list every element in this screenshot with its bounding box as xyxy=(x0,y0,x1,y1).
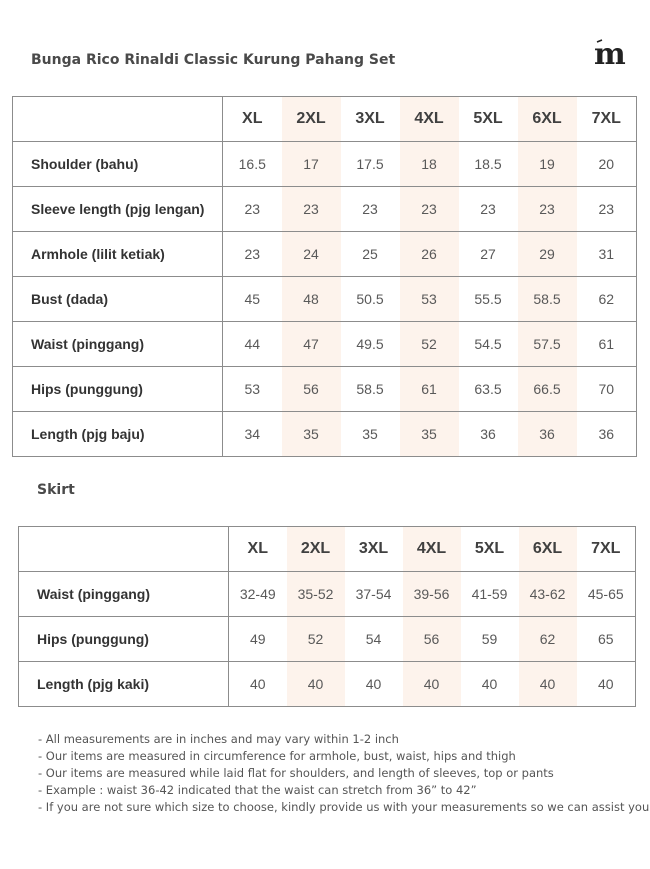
table-row xyxy=(13,277,637,322)
size-value-cell: 18 xyxy=(400,142,459,187)
size-value-cell: 20 xyxy=(577,142,637,187)
size-value-cell: 36 xyxy=(459,412,518,457)
page-title: Bunga Rico Rinaldi Classic Kurung Pahang Set xyxy=(31,52,396,68)
size-value-cell: 19 xyxy=(518,142,577,187)
top-size-table xyxy=(12,96,637,457)
size-header-3xl: 3XL xyxy=(341,97,400,142)
size-value-cell: 47 xyxy=(282,322,341,367)
size-value-cell: 40 xyxy=(229,662,287,707)
size-value-cell: 36 xyxy=(577,412,637,457)
size-value-cell: 40 xyxy=(461,662,519,707)
size-value-cell: 40 xyxy=(577,662,636,707)
size-value-cell: 49 xyxy=(229,617,287,662)
note-item: - Our items are measured in circumference for armhole, bust, waist, hips and thigh xyxy=(38,749,516,763)
header-row xyxy=(19,527,636,572)
size-value-cell: 25 xyxy=(341,232,400,277)
size-header-2xl: 2XL xyxy=(282,97,341,142)
size-value-cell: 62 xyxy=(577,277,637,322)
svg-text:m: m xyxy=(594,37,626,68)
size-value-cell: 54 xyxy=(345,617,403,662)
size-value-cell: 17.5 xyxy=(341,142,400,187)
size-value-cell: 45 xyxy=(223,277,282,322)
row-label: Hips (punggung) xyxy=(19,617,229,662)
row-label: Length (pjg baju) xyxy=(13,412,223,457)
size-header-6xl: 6XL xyxy=(518,97,577,142)
row-label: Armhole (lilit ketiak) xyxy=(13,232,223,277)
size-value-cell: 52 xyxy=(400,322,459,367)
brand-logo-icon xyxy=(594,36,630,68)
size-value-cell: 23 xyxy=(223,187,282,232)
note-item: - Our items are measured while laid flat for shoulders, and length of sleeves, top or pants xyxy=(38,766,554,780)
size-value-cell: 16.5 xyxy=(223,142,282,187)
notes-list xyxy=(38,731,649,816)
size-header-4xl: 4XL xyxy=(400,97,459,142)
row-label: Bust (dada) xyxy=(13,277,223,322)
note-item: - All measurements are in inches and may vary within 1-2 inch xyxy=(38,732,399,746)
size-value-cell: 40 xyxy=(345,662,403,707)
size-value-cell: 53 xyxy=(400,277,459,322)
size-value-cell: 65 xyxy=(577,617,636,662)
size-value-cell: 66.5 xyxy=(518,367,577,412)
size-header-7xl: 7XL xyxy=(577,97,637,142)
size-value-cell: 24 xyxy=(282,232,341,277)
size-value-cell: 23 xyxy=(282,187,341,232)
size-header-xl: XL xyxy=(223,97,282,142)
size-value-cell: 58.5 xyxy=(341,367,400,412)
table-row xyxy=(13,232,637,277)
size-value-cell: 23 xyxy=(459,187,518,232)
table-row xyxy=(13,322,637,367)
size-header-2xl: 2XL xyxy=(287,527,345,572)
size-value-cell: 37-54 xyxy=(345,572,403,617)
table-row xyxy=(19,662,636,707)
size-value-cell: 62 xyxy=(519,617,577,662)
skirt-size-table xyxy=(18,526,636,707)
size-value-cell: 35 xyxy=(282,412,341,457)
table-row xyxy=(13,412,637,457)
size-value-cell: 26 xyxy=(400,232,459,277)
size-value-cell: 32-49 xyxy=(229,572,287,617)
size-value-cell: 39-56 xyxy=(403,572,461,617)
size-value-cell: 56 xyxy=(403,617,461,662)
size-value-cell: 70 xyxy=(577,367,637,412)
size-value-cell: 34 xyxy=(223,412,282,457)
header-row xyxy=(13,97,637,142)
size-value-cell: 53 xyxy=(223,367,282,412)
row-label: Hips (punggung) xyxy=(13,367,223,412)
size-header-5xl: 5XL xyxy=(459,97,518,142)
row-label: Sleeve length (pjg lengan) xyxy=(13,187,223,232)
size-value-cell: 23 xyxy=(223,232,282,277)
size-value-cell: 63.5 xyxy=(459,367,518,412)
size-value-cell: 23 xyxy=(518,187,577,232)
size-value-cell: 43-62 xyxy=(519,572,577,617)
header-label-cell xyxy=(13,97,223,142)
row-label: Waist (pinggang) xyxy=(19,572,229,617)
size-value-cell: 56 xyxy=(282,367,341,412)
size-value-cell: 35-52 xyxy=(287,572,345,617)
size-value-cell: 54.5 xyxy=(459,322,518,367)
size-value-cell: 35 xyxy=(400,412,459,457)
size-value-cell: 27 xyxy=(459,232,518,277)
table-row xyxy=(19,617,636,662)
size-value-cell: 29 xyxy=(518,232,577,277)
table-row xyxy=(13,142,637,187)
table-row xyxy=(19,572,636,617)
row-label: Waist (pinggang) xyxy=(13,322,223,367)
size-value-cell: 44 xyxy=(223,322,282,367)
size-value-cell: 61 xyxy=(400,367,459,412)
size-value-cell: 23 xyxy=(341,187,400,232)
size-value-cell: 50.5 xyxy=(341,277,400,322)
header-label-cell xyxy=(19,527,229,572)
skirt-section-label: Skirt xyxy=(37,482,75,498)
size-value-cell: 18.5 xyxy=(459,142,518,187)
size-value-cell: 40 xyxy=(403,662,461,707)
size-value-cell: 45-65 xyxy=(577,572,636,617)
size-value-cell: 23 xyxy=(400,187,459,232)
row-label: Length (pjg kaki) xyxy=(19,662,229,707)
size-value-cell: 35 xyxy=(341,412,400,457)
size-value-cell: 58.5 xyxy=(518,277,577,322)
note-item: - If you are not sure which size to choose, kindly provide us with your measurements so we can assist you xyxy=(38,800,650,814)
size-value-cell: 57.5 xyxy=(518,322,577,367)
size-value-cell: 55.5 xyxy=(459,277,518,322)
size-value-cell: 41-59 xyxy=(461,572,519,617)
size-value-cell: 36 xyxy=(518,412,577,457)
size-header-3xl: 3XL xyxy=(345,527,403,572)
size-value-cell: 59 xyxy=(461,617,519,662)
size-value-cell: 52 xyxy=(287,617,345,662)
size-header-6xl: 6XL xyxy=(519,527,577,572)
note-item: - Example : waist 36-42 indicated that the waist can stretch from 36” to 42” xyxy=(38,783,477,797)
table-row xyxy=(13,187,637,232)
size-value-cell: 31 xyxy=(577,232,637,277)
size-value-cell: 40 xyxy=(287,662,345,707)
size-header-5xl: 5XL xyxy=(461,527,519,572)
row-label: Shoulder (bahu) xyxy=(13,142,223,187)
size-value-cell: 61 xyxy=(577,322,637,367)
size-header-4xl: 4XL xyxy=(403,527,461,572)
table-row xyxy=(13,367,637,412)
size-value-cell: 40 xyxy=(519,662,577,707)
size-header-7xl: 7XL xyxy=(577,527,636,572)
size-header-xl: XL xyxy=(229,527,287,572)
size-value-cell: 48 xyxy=(282,277,341,322)
size-value-cell: 23 xyxy=(577,187,637,232)
size-value-cell: 49.5 xyxy=(341,322,400,367)
size-value-cell: 17 xyxy=(282,142,341,187)
